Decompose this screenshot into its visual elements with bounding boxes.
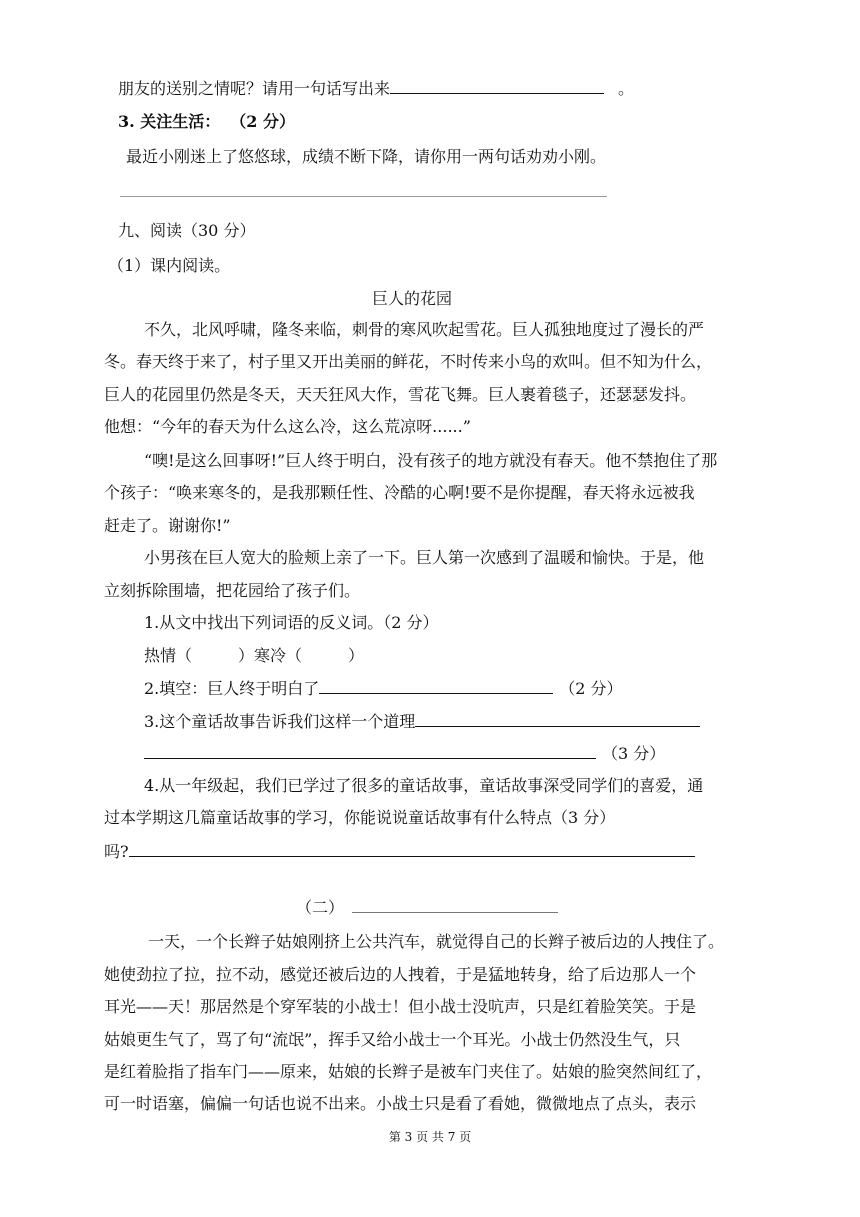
passage1-title: 巨人的花园 <box>372 289 453 308</box>
passage2-line: 姑娘更生气了，骂了句“流氓”，挥手又给小战士一个耳光。小战士仍然没生气，只 <box>104 1030 681 1049</box>
p1-q2-blank[interactable] <box>319 677 553 694</box>
q2-answer-blank[interactable] <box>390 77 604 94</box>
passage1-line: 赶走了。谢谢你!” <box>104 516 231 535</box>
q2-end: 。 <box>618 79 635 98</box>
passage1-line: 他想：“今年的春天为什么这么冷，这么荒凉呀......” <box>104 417 471 436</box>
p1-q4-line1: 4.从一年级起，我们已学过了很多的童话故事，童话故事深受同学们的喜爱，通 <box>144 776 704 795</box>
p1-q4-line3 <box>104 840 695 863</box>
passage2-line: 是红着脸指了指车门——原来，姑娘的长辫子是被车门夹住了。姑娘的脸突然间红了， <box>104 1062 713 1081</box>
q2-line <box>118 77 634 100</box>
passage1-line: 立刻拆除围墙，把花园给了孩子们。 <box>104 581 361 600</box>
part2-title: （二） <box>296 898 345 917</box>
p1-q4-blank[interactable] <box>129 840 695 857</box>
p1-q3-line2 <box>144 742 665 765</box>
part1-title: （1）课内阅读。 <box>108 256 231 275</box>
part2-heading <box>296 896 558 919</box>
section9-title: 九、阅读（30 分） <box>118 221 256 240</box>
passage1-line: 个孩子：“唤来寒冬的，是我那颗任性、冷酷的心啊!要不是你提醒，春天将永远被我 <box>104 483 695 502</box>
p1-q4-line2: 过本学期这几篇童话故事的学习，你能说说童话故事有什么特点（3 分） <box>104 808 616 827</box>
p1-q3-blank-1[interactable] <box>415 710 700 727</box>
p1-q1-word2: ）寒冷（ <box>238 646 303 665</box>
passage2-line: 耳光——天！那居然是个穿军装的小战士！但小战士没吭声，只是红着脸笑笑。于是 <box>104 997 697 1016</box>
passage1-line: 不久，北风呼啸，隆冬来临，刺骨的寒风吹起雪花。巨人孤独地度过了漫长的严 <box>144 320 705 339</box>
p1-q1-close: ） <box>348 646 365 665</box>
passage1-line: 小男孩在巨人宽大的脸颊上亲了一下。巨人第一次感到了温暖和愉快。于是，他 <box>144 548 705 567</box>
p1-q2-score: （2 分） <box>559 679 623 698</box>
p1-q3: 3.这个童话故事告诉我们这样一个道理 <box>144 712 416 731</box>
passage2-line: 可一时语塞，偏偏一句话也说不出来。小战士只是看了看她，微微地点了点头，表示 <box>104 1094 697 1113</box>
page-footer: 第 3 页 共 7 页 <box>388 1130 472 1144</box>
p1-q4-end: 吗? <box>104 842 129 861</box>
passage2-line: 一天，一个长辫子姑娘刚挤上公共汽车，就觉得自己的长辫子被后边的人拽住了。 <box>148 932 725 951</box>
passage2-line: 她使劲拉了拉，拉不动，感觉还被后边的人拽着，于是猛地转身，给了后边那人一个 <box>104 965 697 984</box>
part2-title-blank[interactable] <box>352 896 558 913</box>
q3-title: 3. 关注生活： <box>118 112 221 131</box>
q3-prompt: 最近小刚迷上了悠悠球，成绩不断下降，请你用一两句话劝劝小刚。 <box>126 147 607 166</box>
p1-q1-words <box>144 645 364 667</box>
q3-answer-line[interactable] <box>120 196 607 197</box>
passage1-line: “噢!是这么回事呀!”巨人终于明白，没有孩子的地方就没有春天。他不禁抱住了那 <box>144 451 718 470</box>
p1-q3-score: （3 分） <box>602 744 666 763</box>
p1-q3-blank-2[interactable] <box>144 742 596 759</box>
p1-q3-line <box>144 710 700 733</box>
p1-q2-line <box>144 677 623 700</box>
passage1-line: 冬。春天终于来了，村子里又开出美丽的鲜花，不时传来小鸟的欢叫。但不知为什么， <box>104 352 713 371</box>
p1-q2: 2.填空：巨人终于明白了 <box>144 679 320 698</box>
q3-heading <box>118 111 295 133</box>
q3-score: （2 分） <box>230 112 295 131</box>
q2-text: 朋友的送别之情呢？请用一句话写出来 <box>118 79 391 98</box>
passage1-line: 巨人的花园里仍然是冬天，天天狂风大作，雪花飞舞。巨人裹着毯子，还瑟瑟发抖。 <box>104 385 697 404</box>
p1-q1-word1: 热情（ <box>144 646 193 665</box>
p1-q1: 1.从文中找出下列词语的反义词。（2 分） <box>144 613 439 632</box>
